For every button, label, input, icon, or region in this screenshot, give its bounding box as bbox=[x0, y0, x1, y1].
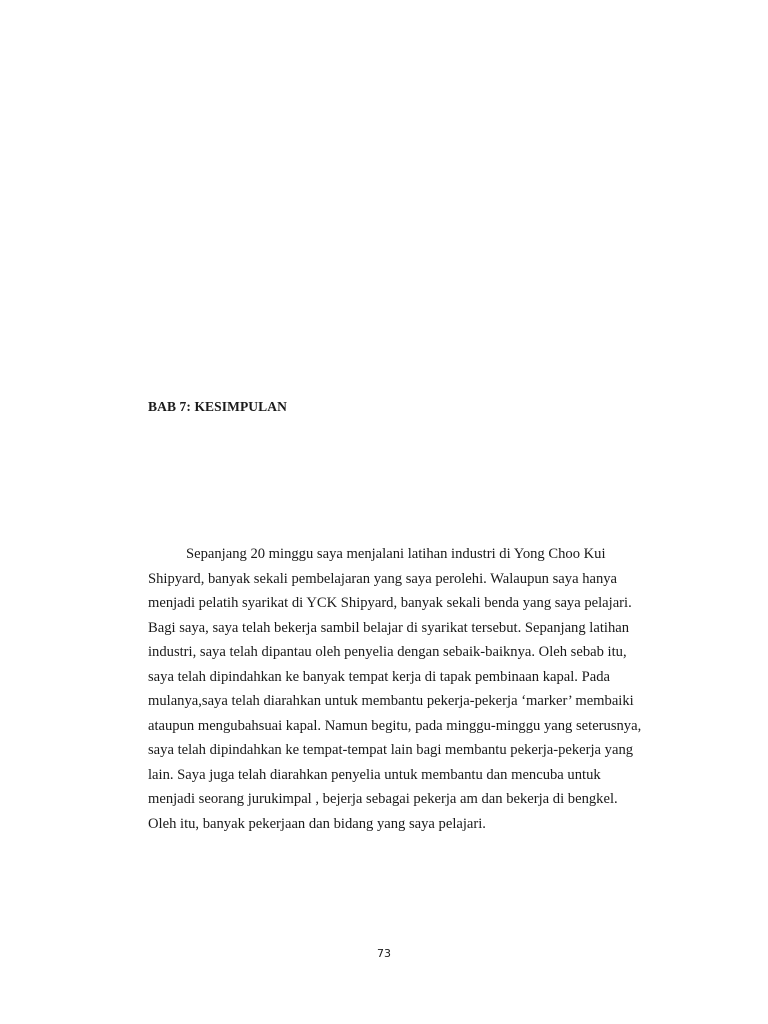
paragraph-line: Bagi saya, saya telah bekerja sambil belajar di syarikat tersebut. Sepanjang latihan bbox=[148, 619, 630, 636]
paragraph-line: ataupun mengubahsuai kapal. Namun begitu, pada minggu-minggu yang seterusnya, bbox=[148, 717, 642, 734]
paragraph-line: saya telah dipindahkan ke banyak tempat kerja di tapak pembinaan kapal. Pada bbox=[148, 668, 610, 685]
chapter-heading: BAB 7: KESIMPULAN bbox=[148, 399, 287, 414]
page-number: 73 bbox=[377, 947, 391, 960]
paragraph-line: menjadi pelatih syarikat di YCK Shipyard, banyak sekali benda yang saya pelajari. bbox=[148, 595, 632, 611]
conclusion-paragraph bbox=[148, 542, 678, 836]
paragraph-line: Shipyard, banyak sekali pembelajaran yang saya perolehi. Walaupun saya hanya bbox=[148, 570, 618, 587]
paragraph-line: menjadi seorang jurukimpal , bejerja sebagai pekerja am dan bekerja di bengkel. bbox=[148, 791, 618, 807]
paragraph-line: lain. Saya juga telah diarahkan penyelia untuk membantu dan mencuba untuk bbox=[148, 766, 601, 783]
paragraph-line: industri, saya telah dipantau oleh penyelia dengan sebaik-baiknya. Oleh sebab itu, bbox=[148, 644, 627, 660]
paragraph-line: Sepanjang 20 minggu saya menjalani latihan industri di Yong Choo Kui bbox=[186, 546, 606, 562]
paragraph-line: Oleh itu, banyak pekerjaan dan bidang yang saya pelajari. bbox=[148, 815, 486, 832]
paragraph-line: mulanya,saya telah diarahkan untuk membantu pekerja-pekerja ‘marker’ membaiki bbox=[148, 693, 634, 709]
paragraph-line: saya telah dipindahkan ke tempat-tempat lain bagi membantu pekerja-pekerja yang bbox=[148, 742, 634, 758]
